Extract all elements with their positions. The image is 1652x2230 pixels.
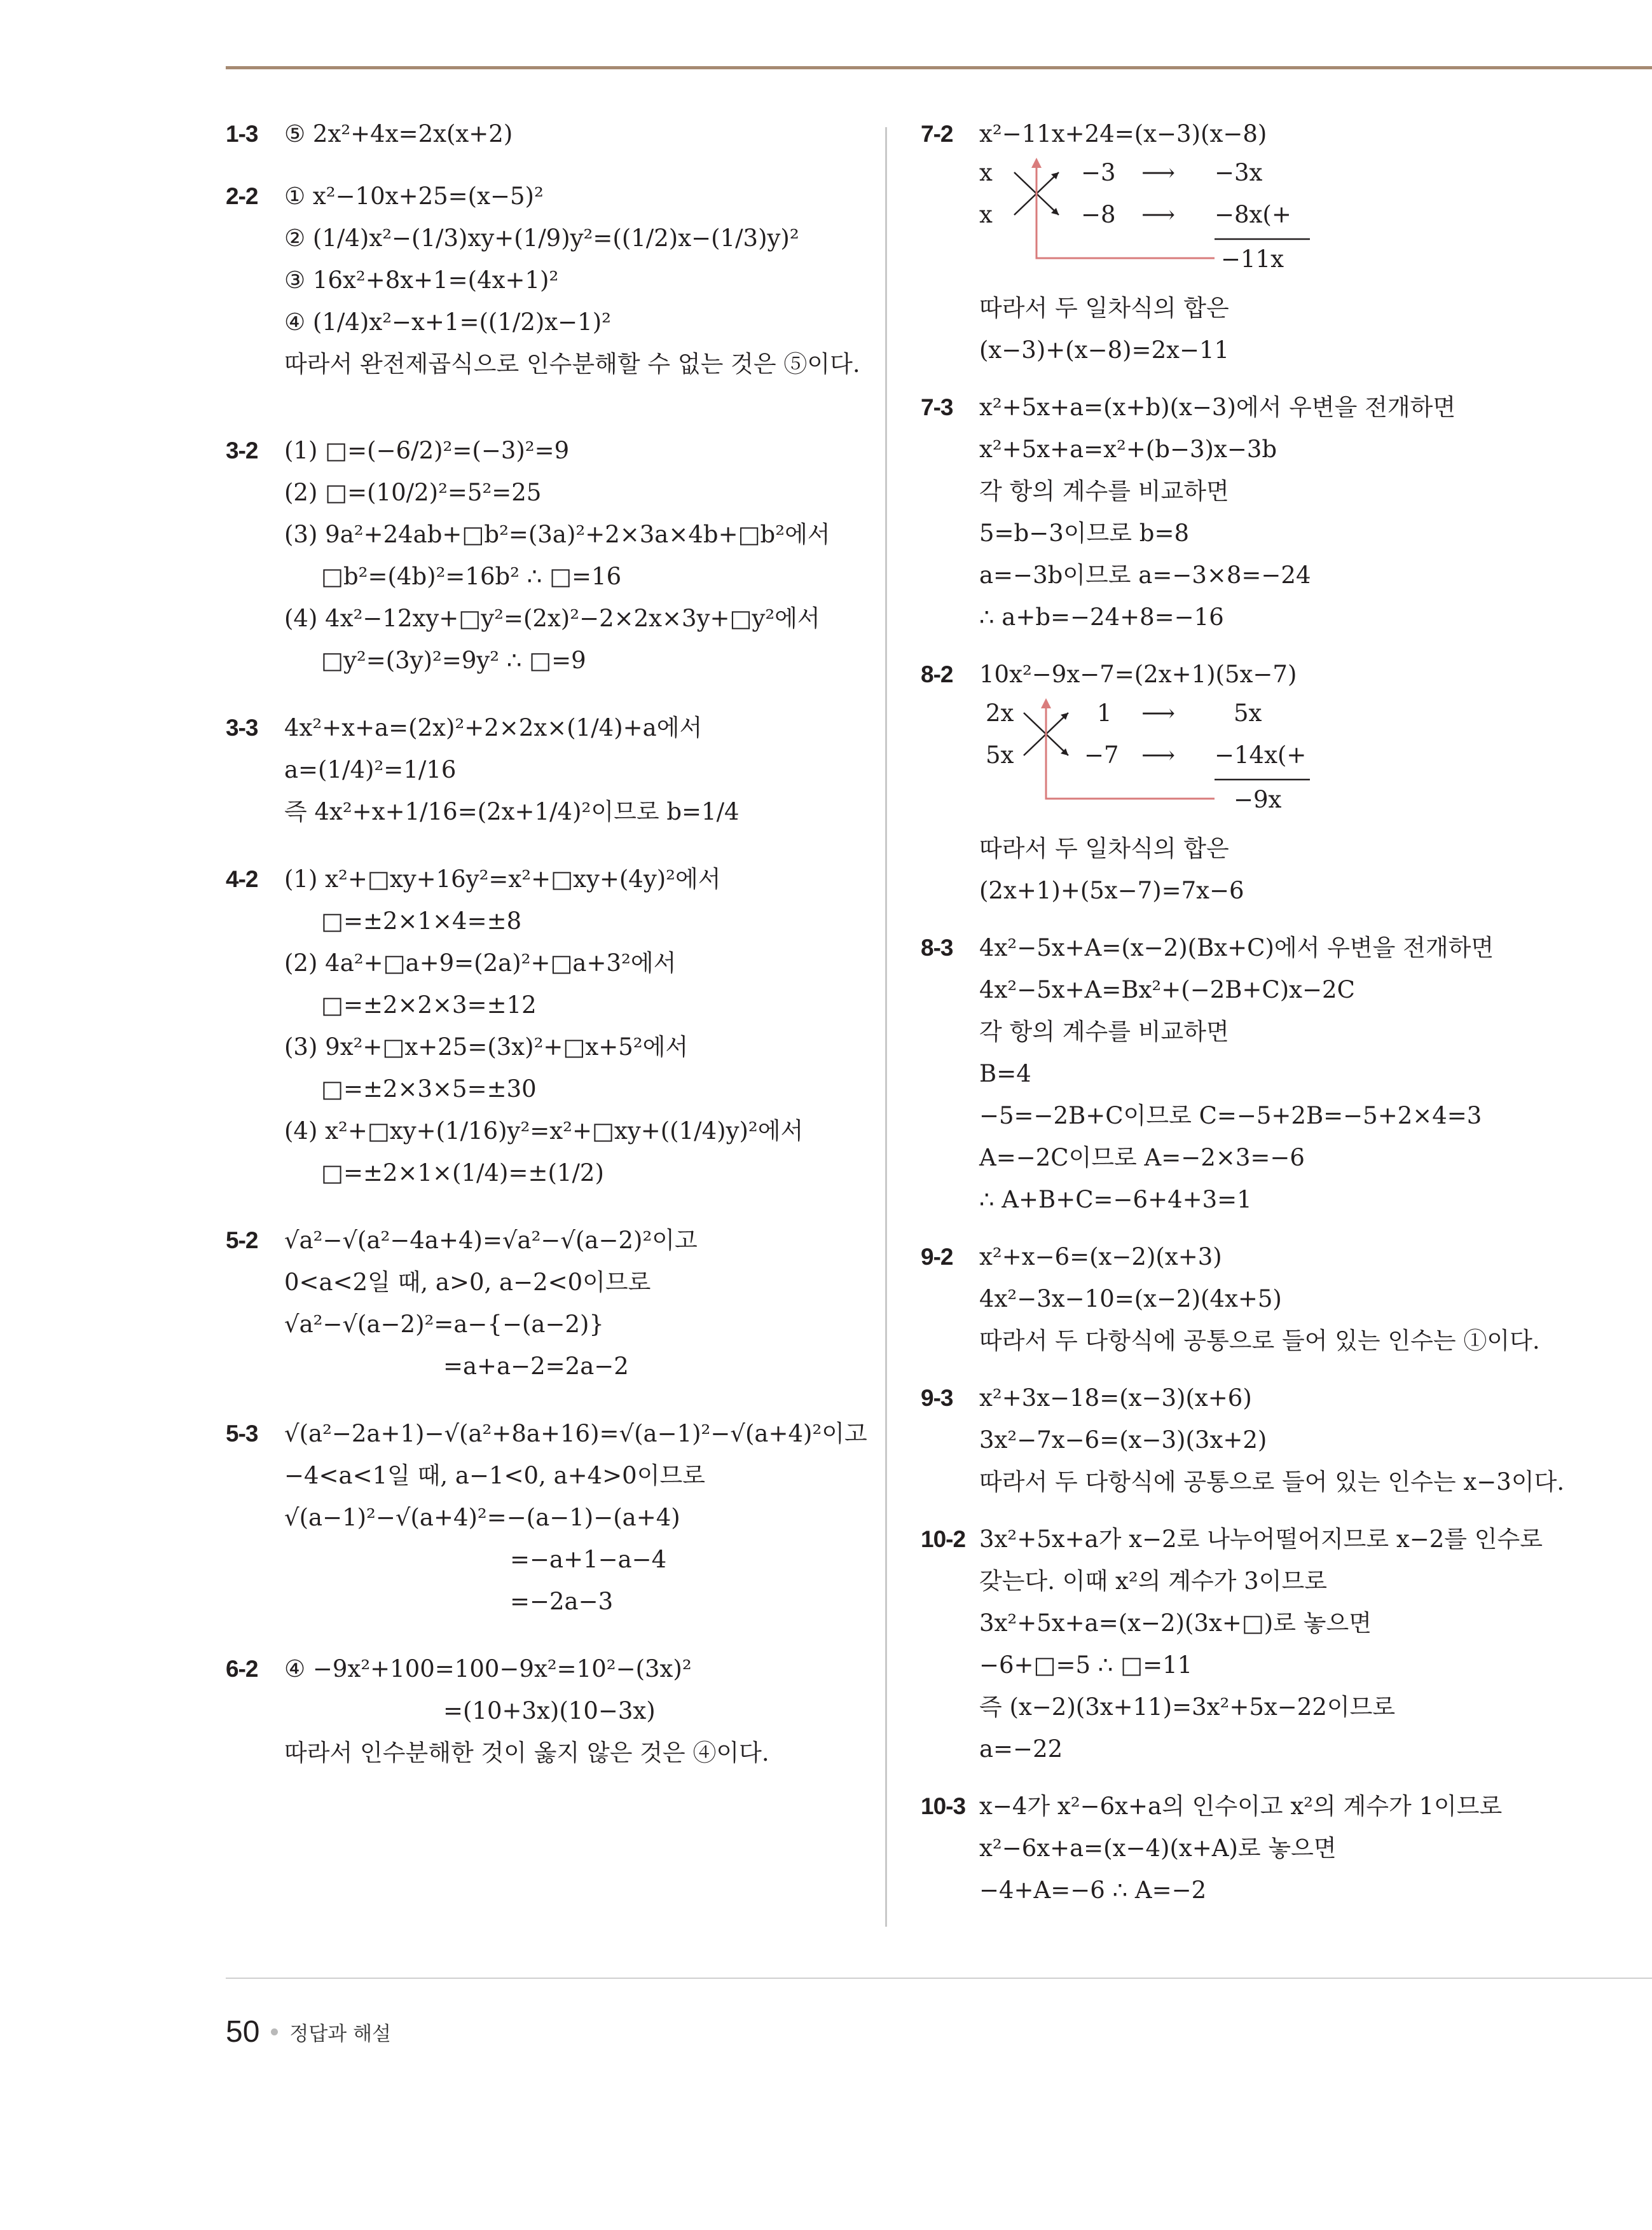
diagram-factor: x [979, 201, 993, 228]
diagram-sum: −11x [1221, 245, 1284, 273]
problem-10-2 [921, 1518, 1633, 1770]
solution-line: (2x+1)+(5x−7)=7x−6 [979, 877, 1244, 904]
diagram-product: −3x [1215, 159, 1263, 186]
problem-body [284, 176, 868, 385]
solution-line: A=−2C이므로 A=−2×3=−6 [979, 1144, 1305, 1171]
diagram-factor: x [979, 159, 993, 186]
solution-line: √a²−√(a²−4a+4)=√a²−√(a−2)²이고 [284, 1227, 698, 1254]
cross-multiplication-diagram [979, 156, 1335, 284]
solution-line: 따라서 두 일차식의 합은 [979, 835, 1229, 862]
diagram-constant: 1 [1097, 699, 1112, 727]
solution-line: −4<a<1일 때, a−1<0, a+4>0이므로 [284, 1462, 705, 1489]
diagram-factor: 5x [986, 741, 1014, 769]
problem-7-3 [921, 387, 1633, 638]
problem-5-2 [226, 1220, 868, 1387]
problem-number: 1-3 [226, 121, 258, 147]
solution-line: 각 항의 계수를 비교하면 [979, 1018, 1229, 1045]
problem-9-2 [921, 1236, 1633, 1362]
solution-line: (x−3)+(x−8)=2x−11 [979, 336, 1230, 364]
solution-line: □=±2×2×3=±12 [321, 991, 537, 1019]
problem-body [979, 1377, 1633, 1503]
solution-line: a=(1/4)²=1/16 [284, 756, 457, 783]
solution-line: 4x²−3x−10=(x−2)(4x+5) [979, 1285, 1282, 1312]
problem-number: 5-3 [226, 1421, 258, 1447]
right-column [921, 113, 1633, 1911]
solution-line: ⑤ 2x²+4x=2x(x+2) [284, 120, 513, 148]
solution-line: 즉 4x²+x+1/16=(2x+1/4)²이므로 b=1/4 [284, 798, 740, 825]
problem-body [284, 1648, 868, 1774]
solution-line: ∴ a+b=−24+8=−16 [979, 603, 1224, 631]
solution-line: ∴ A+B+C=−6+4+3=1 [979, 1186, 1252, 1213]
problem-number: 10-2 [921, 1526, 966, 1552]
problem-body [979, 927, 1633, 1221]
problem-number: 7-3 [921, 394, 953, 420]
diagram-product: −8x(+ [1215, 201, 1291, 228]
problem-3-2 [226, 430, 868, 682]
column-divider [885, 127, 887, 1927]
solution-line: =−2a−3 [510, 1588, 614, 1615]
bullet-dot-icon [271, 2028, 278, 2035]
bottom-rule [226, 1978, 1652, 1979]
solution-line: 갖는다. 이때 x²의 계수가 3이므로 [979, 1567, 1327, 1595]
arrow-icon: ⟶ [1141, 741, 1176, 769]
solution-line: ② (1/4)x²−(1/3)xy+(1/9)y²=((1/2)x−(1/3)y)² [284, 224, 799, 252]
problem-number: 9-3 [921, 1385, 953, 1411]
solution-line: 즉 (x−2)(3x+11)=3x²+5x−22이므로 [979, 1693, 1396, 1721]
left-column [226, 113, 868, 1774]
page-number: 50 [226, 2015, 260, 2049]
footer-label: 정답과 해설 [289, 2023, 391, 2046]
arrow-icon: ⟶ [1141, 699, 1176, 727]
solution-line: (2) 4a²+□a+9=(2a)²+□a+3²에서 [284, 949, 677, 977]
solution-line: 각 항의 계수를 비교하면 [979, 478, 1229, 505]
diagram-factor: 2x [986, 699, 1014, 727]
problem-9-3 [921, 1377, 1633, 1503]
solution-line: x−4가 x²−6x+a의 인수이고 x²의 계수가 1이므로 [979, 1793, 1503, 1820]
problem-number: 9-2 [921, 1244, 953, 1270]
problem-10-3 [921, 1786, 1633, 1911]
solution-line: 따라서 완전제곱식으로 인수분해할 수 없는 것은 ⑤이다. [284, 350, 860, 378]
solution-line: 3x²+5x+a가 x−2로 나누어떨어지므로 x−2를 인수로 [979, 1525, 1543, 1553]
problem-1-3 [226, 113, 868, 155]
problem-number: 8-3 [921, 935, 953, 961]
top-rule [226, 66, 1652, 69]
problem-6-2 [226, 1648, 868, 1774]
problem-body [979, 1236, 1633, 1362]
solution-line: 따라서 두 일차식의 합은 [979, 294, 1229, 322]
solution-line: =(10+3x)(10−3x) [443, 1697, 656, 1724]
solution-line: □=±2×1×4=±8 [321, 907, 522, 935]
problem-5-3 [226, 1413, 868, 1623]
solution-line: a=−22 [979, 1735, 1063, 1763]
solution-line: x²+5x+a=(x+b)(x−3)에서 우변을 전개하면 [979, 394, 1456, 421]
solution-line: −5=−2B+C이므로 C=−5+2B=−5+2×4=3 [979, 1102, 1482, 1129]
problem-body [284, 707, 868, 833]
problem-8-2 [921, 654, 1633, 912]
solution-line: 3x²−7x−6=(x−3)(3x+2) [979, 1426, 1267, 1454]
solution-line: □b²=(4b)²=16b² ∴ □=16 [321, 563, 622, 590]
solution-line: □=±2×3×5=±30 [321, 1075, 537, 1103]
solution-line: x²+5x+a=x²+(b−3)x−3b [979, 436, 1277, 463]
solution-line: 4x²+x+a=(2x)²+2×2x×(1/4)+a에서 [284, 714, 703, 741]
problem-number: 10-3 [921, 1793, 966, 1819]
solution-line: □=±2×1×(1/4)=±(1/2) [321, 1159, 604, 1187]
solution-line: 3x²+5x+a=(x−2)(3x+□)로 놓으면 [979, 1609, 1372, 1637]
problem-body [979, 654, 1633, 912]
problem-number: 3-2 [226, 437, 258, 464]
problem-body [979, 387, 1633, 638]
problem-number: 4-2 [226, 866, 258, 892]
solution-line: (3) 9x²+□x+25=(3x)²+□x+5²에서 [284, 1033, 689, 1061]
solution-line: (1) □=(−6/2)²=(−3)²=9 [284, 437, 570, 464]
solution-line: (3) 9a²+24ab+□b²=(3a)²+2×3a×4b+□b²에서 [284, 521, 830, 548]
solution-line: 따라서 두 다항식에 공통으로 들어 있는 인수는 ①이다. [979, 1327, 1540, 1354]
solution-line: (2) □=(10/2)²=5²=25 [284, 479, 542, 506]
solution-line: x²−11x+24=(x−3)(x−8) [979, 120, 1267, 148]
problem-body [284, 858, 868, 1194]
diagram-constant: −7 [1084, 741, 1119, 769]
solution-line: √a²−√(a−2)²=a−{−(a−2)} [284, 1311, 604, 1338]
problem-body [284, 1413, 868, 1623]
problem-number: 3-3 [226, 715, 258, 741]
diagram-constant: −8 [1081, 201, 1116, 228]
problem-number: 2-2 [226, 183, 258, 209]
problem-2-2 [226, 176, 868, 385]
solution-line: 따라서 인수분해한 것이 옳지 않은 것은 ④이다. [284, 1739, 769, 1766]
solution-line: −6+□=5 ∴ □=11 [979, 1651, 1193, 1679]
problem-body [979, 1518, 1633, 1770]
solution-line: ③ 16x²+8x+1=(4x+1)² [284, 266, 559, 294]
solution-line: (4) 4x²−12xy+□y²=(2x)²−2×2x×3y+□y²에서 [284, 605, 820, 632]
solution-line: a=−3b이므로 a=−3×8=−24 [979, 561, 1311, 589]
problem-number: 5-2 [226, 1227, 258, 1253]
diagram-sum: −9x [1234, 786, 1282, 813]
problem-4-2 [226, 858, 868, 1194]
problem-number: 6-2 [226, 1656, 258, 1682]
problem-3-3 [226, 707, 868, 833]
solution-line: 4x²−5x+A=(x−2)(Bx+C)에서 우변을 전개하면 [979, 934, 1494, 961]
problem-body [284, 430, 868, 682]
solution-line: =a+a−2=2a−2 [443, 1352, 629, 1380]
problem-number: 7-2 [921, 121, 953, 147]
problem-body [284, 1220, 868, 1387]
problem-number: 8-2 [921, 661, 953, 687]
problem-body [979, 1786, 1633, 1911]
solution-line: ① x²−10x+25=(x−5)² [284, 182, 544, 210]
solution-line: 5=b−3이므로 b=8 [979, 520, 1189, 547]
solution-line: B=4 [979, 1060, 1031, 1087]
solution-line: =−a+1−a−4 [510, 1546, 667, 1573]
problem-7-2 [921, 113, 1633, 371]
solution-line: ④ −9x²+100=100−9x²=10²−(3x)² [284, 1655, 692, 1683]
problem-8-3 [921, 927, 1633, 1221]
solution-line: −4+A=−6 ∴ A=−2 [979, 1876, 1207, 1904]
page-footer [226, 2014, 391, 2049]
solution-line: (1) x²+□xy+16y²=x²+□xy+(4y)²에서 [284, 865, 721, 893]
arrow-icon: ⟶ [1141, 201, 1176, 228]
diagram-constant: −3 [1081, 159, 1116, 186]
cross-multiplication-diagram [979, 697, 1335, 824]
arrow-icon: ⟶ [1141, 159, 1176, 186]
diagram-product: −14x(+ [1215, 741, 1307, 769]
problem-body [979, 113, 1633, 371]
solution-line: 따라서 두 다항식에 공통으로 들어 있는 인수는 x−3이다. [979, 1468, 1565, 1496]
solution-line: 0<a<2일 때, a>0, a−2<0이므로 [284, 1269, 651, 1296]
solution-line: 4x²−5x+A=Bx²+(−2B+C)x−2C [979, 976, 1355, 1003]
solution-line: ④ (1/4)x²−x+1=((1/2)x−1)² [284, 308, 611, 336]
solution-line: √(a−1)²−√(a+4)²=−(a−1)−(a+4) [284, 1504, 680, 1531]
diagram-product: 5x [1234, 699, 1262, 727]
solution-line: x²+3x−18=(x−3)(x+6) [979, 1384, 1252, 1412]
solution-line: □y²=(3y)²=9y² ∴ □=9 [321, 647, 586, 674]
solution-line: x²−6x+a=(x−4)(x+A)로 놓으면 [979, 1834, 1337, 1862]
solution-line: 10x²−9x−7=(2x+1)(5x−7) [979, 661, 1297, 688]
solution-line: (4) x²+□xy+(1/16)y²=x²+□xy+((1/4)y)²에서 [284, 1117, 804, 1145]
solution-line: x²+x−6=(x−2)(x+3) [979, 1243, 1222, 1270]
solution-line: √(a²−2a+1)−√(a²+8a+16)=√(a−1)²−√(a+4)²이고 [284, 1420, 867, 1447]
problem-body [284, 113, 868, 155]
